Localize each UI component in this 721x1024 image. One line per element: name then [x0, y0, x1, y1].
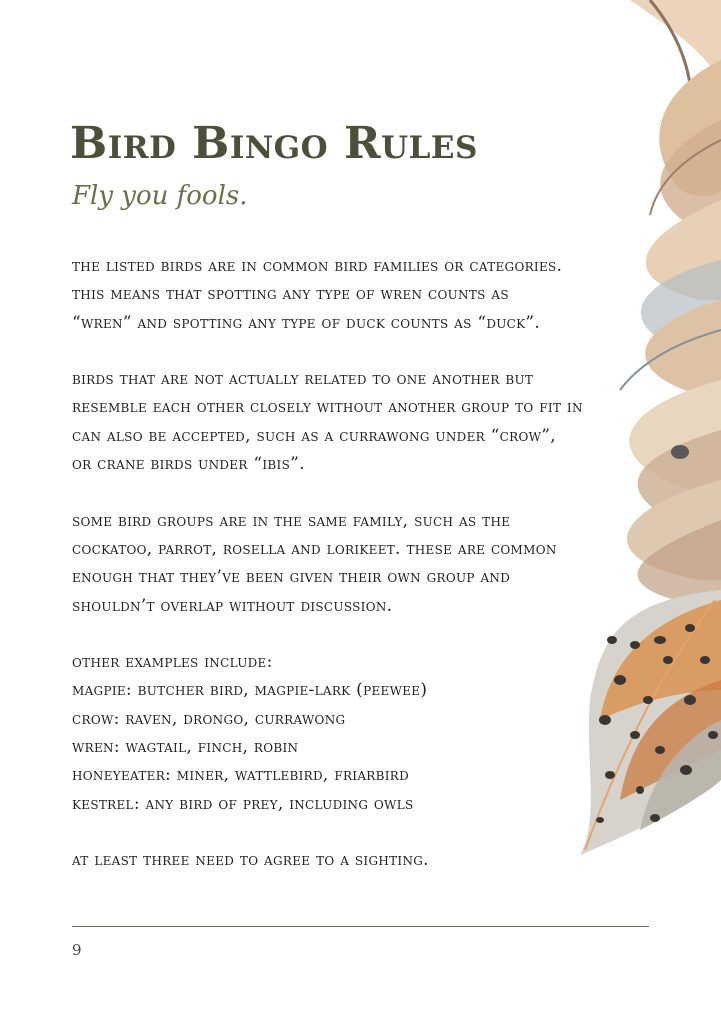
example-item: honeyeater: miner, wattlebird, friarbird — [72, 765, 410, 786]
rules-paragraph — [72, 252, 652, 337]
footer-divider — [72, 926, 649, 927]
rules-line: birds that are not actually related to one another but — [72, 369, 534, 390]
example-item: kestrel: any bird of prey, including owls — [72, 793, 414, 814]
rules-line: shouldn’t overlap without discussion. — [72, 595, 393, 616]
rules-body — [72, 252, 652, 903]
examples-list — [72, 648, 652, 818]
rules-paragraph — [72, 365, 652, 478]
rules-line: this means that spotting any type of wren counts as — [72, 284, 509, 305]
rules-line: cockatoo, parrot, rosella and lorikeet. these are common — [72, 538, 557, 559]
rules-line: or crane birds under “ibis”. — [72, 454, 305, 475]
rules-line: some bird groups are in the same family, such as the — [72, 510, 511, 531]
rules-line: enough that they’ve been given their own group and — [72, 567, 511, 588]
rules-line: the listed birds are in common bird families or categories. — [72, 256, 563, 276]
rules-line: at least three need to agree to a sighting. — [72, 850, 429, 871]
example-item: wren: wagtail, finch, robin — [72, 737, 299, 758]
page-title: Bird Bingo Rules — [70, 118, 478, 169]
page-subtitle: Fly you fools. — [72, 181, 248, 211]
rules-paragraph — [72, 507, 652, 620]
example-item: crow: raven, drongo, currawong — [72, 708, 346, 729]
rules-line: can also be accepted, such as a currawong under “crow”, — [72, 425, 556, 446]
page-number: 9 — [72, 941, 82, 959]
rules-line: “wren” and spotting any type of duck counts as “duck”. — [72, 312, 541, 333]
rules-paragraph — [72, 846, 652, 874]
example-item: magpie: butcher bird, magpie-lark (peewee) — [72, 680, 428, 701]
rules-line: resemble each other closely without another group to fit in — [72, 397, 583, 418]
examples-heading: other examples include: — [72, 652, 273, 673]
